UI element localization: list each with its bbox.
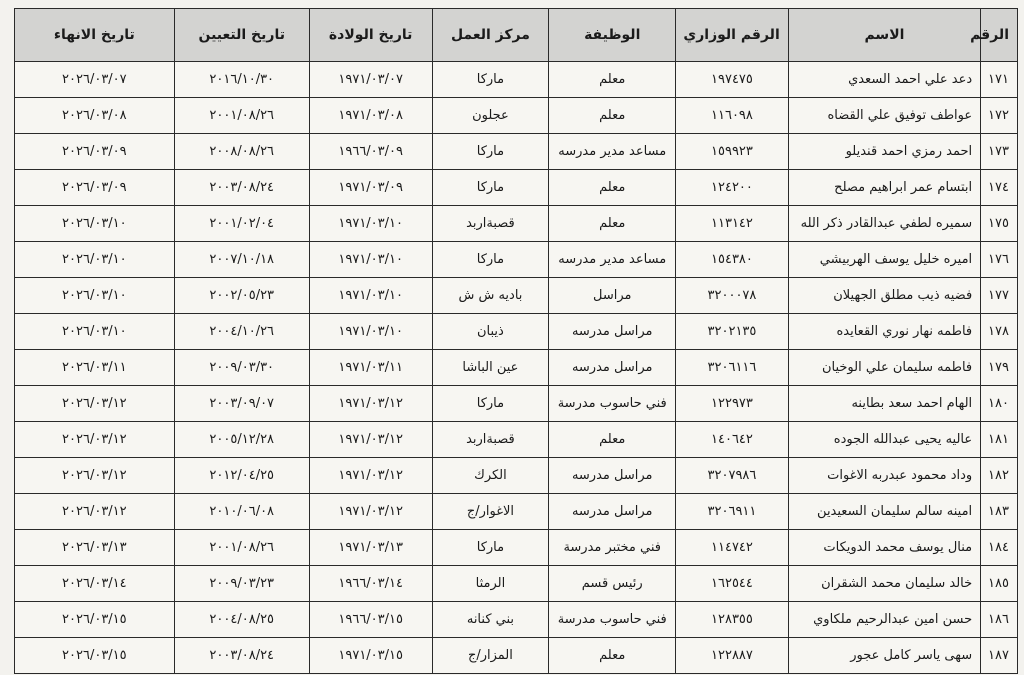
cell-birth-date: ١٩٧١/٠٣/١٠ <box>309 314 432 350</box>
cell-name: منال يوسف محمد الدويكات <box>788 530 980 566</box>
cell-name: امينه سالم سليمان السعيدين <box>788 494 980 530</box>
cell-num: ١٨١ <box>981 422 1018 458</box>
cell-name: فضيه ذيب مطلق الجهيلان <box>788 278 980 314</box>
cell-job: معلم <box>549 170 676 206</box>
table-row <box>15 278 1018 314</box>
header-row <box>15 9 1018 62</box>
cell-center: ذيبان <box>432 314 549 350</box>
cell-job: مراسل مدرسه <box>549 314 676 350</box>
cell-ministry-no: ١٥٤٣٨٠ <box>676 242 789 278</box>
cell-num: ١٨٧ <box>981 638 1018 674</box>
cell-appointment-date: ٢٠٠٧/١٠/١٨ <box>174 242 309 278</box>
cell-job: معلم <box>549 206 676 242</box>
table-body <box>15 62 1018 674</box>
cell-appointment-date: ٢٠٠٤/٠٨/٢٥ <box>174 602 309 638</box>
header-appointment-date: تاريخ التعيين <box>174 9 309 62</box>
cell-name: سهى ياسر كامل عجور <box>788 638 980 674</box>
cell-center: ماركا <box>432 170 549 206</box>
cell-center: ماركا <box>432 134 549 170</box>
cell-job: معلم <box>549 98 676 134</box>
table-row <box>15 206 1018 242</box>
cell-end-date: ٢٠٢٦/٠٣/٠٨ <box>15 98 175 134</box>
cell-name: فاطمه سليمان علي الوخيان <box>788 350 980 386</box>
cell-ministry-no: ١١٦٠٩٨ <box>676 98 789 134</box>
cell-name: حسن امين عبدالرحيم ملكاوي <box>788 602 980 638</box>
cell-center: الاغوار/ج <box>432 494 549 530</box>
cell-num: ١٨٤ <box>981 530 1018 566</box>
cell-birth-date: ١٩٧١/٠٣/١٢ <box>309 494 432 530</box>
cell-job: فني مختبر مدرسة <box>549 530 676 566</box>
cell-center: الرمثا <box>432 566 549 602</box>
cell-center: قصبةاربد <box>432 422 549 458</box>
cell-ministry-no: ١١٤٧٤٢ <box>676 530 789 566</box>
cell-center: عين الباشا <box>432 350 549 386</box>
cell-end-date: ٢٠٢٦/٠٣/٠٩ <box>15 170 175 206</box>
document-page <box>14 8 1018 672</box>
cell-ministry-no: ١٥٩٩٢٣ <box>676 134 789 170</box>
cell-center: عجلون <box>432 98 549 134</box>
cell-name: اميره خليل يوسف الهربيشي <box>788 242 980 278</box>
table-row <box>15 458 1018 494</box>
cell-end-date: ٢٠٢٦/٠٣/١٢ <box>15 458 175 494</box>
header-center: مركز العمل <box>432 9 549 62</box>
retirement-table <box>14 8 1018 674</box>
cell-center: ماركا <box>432 62 549 98</box>
cell-ministry-no: ١٦٢٥٤٤ <box>676 566 789 602</box>
cell-appointment-date: ٢٠٠٩/٠٣/٣٠ <box>174 350 309 386</box>
cell-job: فني حاسوب مدرسة <box>549 602 676 638</box>
cell-end-date: ٢٠٢٦/٠٣/١٢ <box>15 386 175 422</box>
cell-appointment-date: ٢٠٠٤/١٠/٢٦ <box>174 314 309 350</box>
cell-birth-date: ١٩٧١/٠٣/١٠ <box>309 242 432 278</box>
cell-end-date: ٢٠٢٦/٠٣/١٤ <box>15 566 175 602</box>
cell-job: مراسل مدرسه <box>549 494 676 530</box>
table-row <box>15 566 1018 602</box>
cell-ministry-no: ٣٢٠٧٩٨٦ <box>676 458 789 494</box>
cell-job: فني حاسوب مدرسة <box>549 386 676 422</box>
cell-num: ١٨٣ <box>981 494 1018 530</box>
cell-num: ١٧٩ <box>981 350 1018 386</box>
cell-end-date: ٢٠٢٦/٠٣/١٥ <box>15 602 175 638</box>
cell-job: مساعد مدير مدرسه <box>549 134 676 170</box>
cell-name: خالد سليمان محمد الشقران <box>788 566 980 602</box>
cell-end-date: ٢٠٢٦/٠٣/٠٧ <box>15 62 175 98</box>
cell-num: ١٨٦ <box>981 602 1018 638</box>
cell-end-date: ٢٠٢٦/٠٣/١٠ <box>15 314 175 350</box>
cell-appointment-date: ٢٠٠١/٠٢/٠٤ <box>174 206 309 242</box>
cell-ministry-no: ٣٢٠٢١٣٥ <box>676 314 789 350</box>
cell-birth-date: ١٩٧١/٠٣/١٠ <box>309 278 432 314</box>
cell-job: رئيس قسم <box>549 566 676 602</box>
cell-appointment-date: ٢٠٠١/٠٨/٢٦ <box>174 98 309 134</box>
header-num: الرقم <box>981 9 1018 62</box>
cell-birth-date: ١٩٧١/٠٣/١٢ <box>309 386 432 422</box>
cell-num: ١٧٦ <box>981 242 1018 278</box>
cell-name: عواطف توفيق علي القضاه <box>788 98 980 134</box>
cell-appointment-date: ٢٠٠٨/٠٨/٢٦ <box>174 134 309 170</box>
cell-name: ابتسام عمر ابراهيم مصلح <box>788 170 980 206</box>
cell-num: ١٧٣ <box>981 134 1018 170</box>
cell-ministry-no: ١٢٢٨٨٧ <box>676 638 789 674</box>
cell-end-date: ٢٠٢٦/٠٣/١٣ <box>15 530 175 566</box>
table-row <box>15 314 1018 350</box>
cell-birth-date: ١٩٧١/٠٣/٠٨ <box>309 98 432 134</box>
cell-birth-date: ١٩٧١/٠٣/١٠ <box>309 206 432 242</box>
cell-center: الكرك <box>432 458 549 494</box>
cell-end-date: ٢٠٢٦/٠٣/١٥ <box>15 638 175 674</box>
cell-appointment-date: ٢٠٠٥/١٢/٢٨ <box>174 422 309 458</box>
cell-appointment-date: ٢٠٠٢/٠٥/٢٣ <box>174 278 309 314</box>
cell-appointment-date: ٢٠١٢/٠٤/٢٥ <box>174 458 309 494</box>
cell-birth-date: ١٩٧١/٠٣/٠٧ <box>309 62 432 98</box>
cell-appointment-date: ٢٠٠٣/٠٩/٠٧ <box>174 386 309 422</box>
cell-name: وداد محمود عبدربه الاغوات <box>788 458 980 494</box>
cell-num: ١٨٠ <box>981 386 1018 422</box>
cell-ministry-no: ٣٢٠٦٩١١ <box>676 494 789 530</box>
cell-end-date: ٢٠٢٦/٠٣/١٠ <box>15 206 175 242</box>
cell-ministry-no: ٣٢٠٠٠٧٨ <box>676 278 789 314</box>
cell-name: سميره لطفي عبدالقادر ذكر الله <box>788 206 980 242</box>
cell-birth-date: ١٩٧١/٠٣/١٥ <box>309 638 432 674</box>
cell-appointment-date: ٢٠٠٩/٠٣/٢٣ <box>174 566 309 602</box>
table-row <box>15 134 1018 170</box>
table-row <box>15 62 1018 98</box>
cell-center: باديه ش ش <box>432 278 549 314</box>
cell-job: معلم <box>549 638 676 674</box>
cell-birth-date: ١٩٧١/٠٣/١١ <box>309 350 432 386</box>
cell-ministry-no: ١١٣١٤٢ <box>676 206 789 242</box>
cell-name: فاطمه نهار نوري القعايده <box>788 314 980 350</box>
cell-job: مساعد مدير مدرسه <box>549 242 676 278</box>
cell-ministry-no: ١٢٤٢٠٠ <box>676 170 789 206</box>
cell-appointment-date: ٢٠٠٣/٠٨/٢٤ <box>174 638 309 674</box>
cell-birth-date: ١٩٦٦/٠٣/١٤ <box>309 566 432 602</box>
cell-ministry-no: ١٩٧٤٧٥ <box>676 62 789 98</box>
table-row <box>15 386 1018 422</box>
header-name: الاسم <box>788 9 980 62</box>
table-row <box>15 170 1018 206</box>
cell-center: ماركا <box>432 242 549 278</box>
cell-job: مراسل مدرسه <box>549 350 676 386</box>
cell-num: ١٨٥ <box>981 566 1018 602</box>
table-row <box>15 422 1018 458</box>
cell-appointment-date: ٢٠٠٣/٠٨/٢٤ <box>174 170 309 206</box>
table-header <box>15 9 1018 62</box>
table-row <box>15 530 1018 566</box>
cell-end-date: ٢٠٢٦/٠٣/١٢ <box>15 422 175 458</box>
cell-num: ١٧١ <box>981 62 1018 98</box>
table-row <box>15 638 1018 674</box>
cell-num: ١٧٥ <box>981 206 1018 242</box>
cell-job: معلم <box>549 422 676 458</box>
cell-end-date: ٢٠٢٦/٠٣/١٠ <box>15 278 175 314</box>
cell-birth-date: ١٩٧١/٠٣/١٣ <box>309 530 432 566</box>
table-row <box>15 98 1018 134</box>
table-row <box>15 350 1018 386</box>
cell-center: ماركا <box>432 530 549 566</box>
cell-end-date: ٢٠٢٦/٠٣/١٠ <box>15 242 175 278</box>
cell-end-date: ٢٠٢٦/٠٣/١٢ <box>15 494 175 530</box>
cell-center: ماركا <box>432 386 549 422</box>
cell-birth-date: ١٩٦٦/٠٣/٠٩ <box>309 134 432 170</box>
cell-center: قصبةاربد <box>432 206 549 242</box>
cell-ministry-no: ١٢٨٣٥٥ <box>676 602 789 638</box>
cell-end-date: ٢٠٢٦/٠٣/٠٩ <box>15 134 175 170</box>
header-end-date: تاريخ الانهاء <box>15 9 175 62</box>
cell-center: المزار/ج <box>432 638 549 674</box>
header-job: الوظيفة <box>549 9 676 62</box>
table-row <box>15 242 1018 278</box>
cell-num: ١٧٢ <box>981 98 1018 134</box>
cell-birth-date: ١٩٧١/٠٣/١٢ <box>309 458 432 494</box>
cell-birth-date: ١٩٦٦/٠٣/١٥ <box>309 602 432 638</box>
header-ministry-no: الرقم الوزاري <box>676 9 789 62</box>
cell-job: معلم <box>549 62 676 98</box>
cell-name: دعد علي احمد السعدي <box>788 62 980 98</box>
cell-birth-date: ١٩٧١/٠٣/٠٩ <box>309 170 432 206</box>
cell-job: مراسل مدرسه <box>549 458 676 494</box>
cell-ministry-no: ٣٢٠٦١١٦ <box>676 350 789 386</box>
header-birth-date: تاريخ الولادة <box>309 9 432 62</box>
cell-appointment-date: ٢٠١٠/٠٦/٠٨ <box>174 494 309 530</box>
cell-num: ١٨٢ <box>981 458 1018 494</box>
cell-appointment-date: ٢٠١٦/١٠/٣٠ <box>174 62 309 98</box>
table-row <box>15 602 1018 638</box>
cell-end-date: ٢٠٢٦/٠٣/١١ <box>15 350 175 386</box>
cell-num: ١٧٧ <box>981 278 1018 314</box>
cell-name: عاليه يحيى عبدالله الجوده <box>788 422 980 458</box>
cell-name: الهام احمد سعد بطاينه <box>788 386 980 422</box>
cell-ministry-no: ١٢٢٩٧٣ <box>676 386 789 422</box>
table-row <box>15 494 1018 530</box>
cell-num: ١٧٨ <box>981 314 1018 350</box>
cell-birth-date: ١٩٧١/٠٣/١٢ <box>309 422 432 458</box>
cell-job: مراسل <box>549 278 676 314</box>
cell-name: احمد رمزي احمد قنديلو <box>788 134 980 170</box>
cell-ministry-no: ١٤٠٦٤٢ <box>676 422 789 458</box>
cell-appointment-date: ٢٠٠١/٠٨/٢٦ <box>174 530 309 566</box>
cell-num: ١٧٤ <box>981 170 1018 206</box>
cell-center: بني كنانه <box>432 602 549 638</box>
